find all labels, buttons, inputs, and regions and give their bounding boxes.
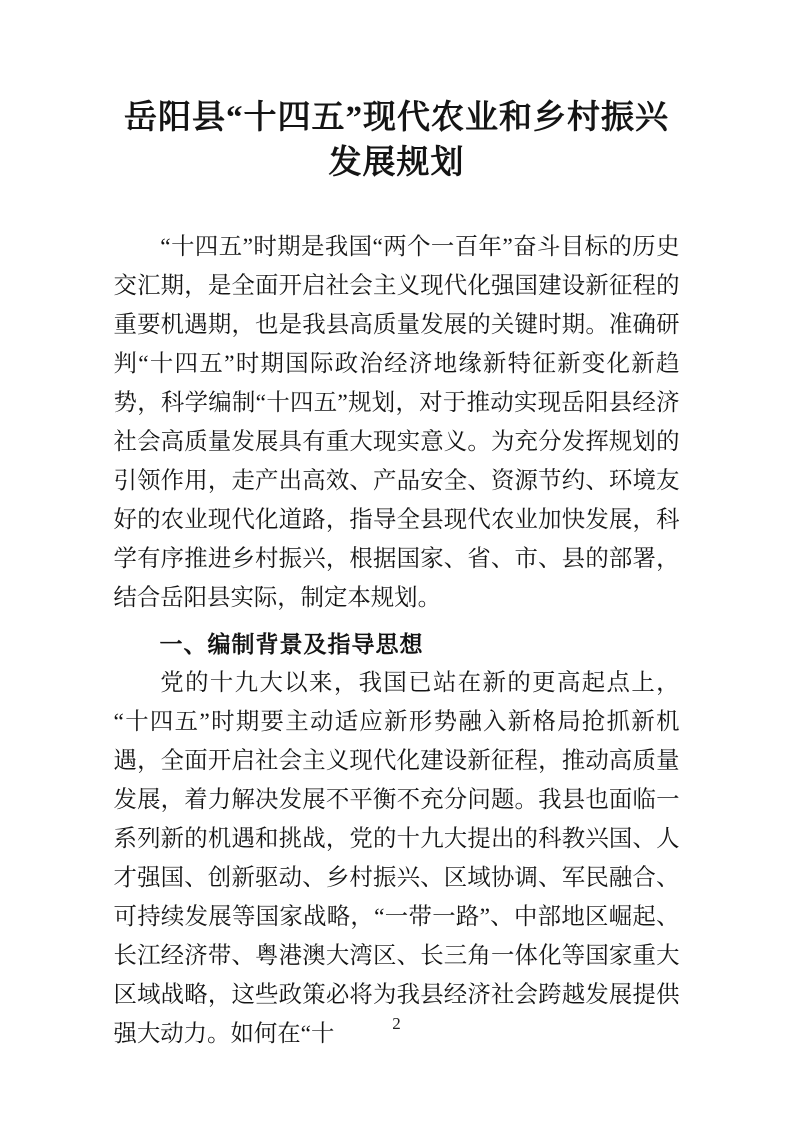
document-body: [114, 228, 680, 1054]
section-1-paragraph: 党的十九大以来，我国已站在新的更高起点上，“十四五”时期要主动适应新形势融入新格局抢抓新机遇，全面开启社会主义现代化建设新征程，推动高质量发展，着力解决发展不平衡不充分问题。我县也面临一系列新的机遇和挑战，党的十九大提出的科教兴国、人才强国、创新驱动、乡村振兴、区域协调、军民融合、可持续发展等国家战略，“一带一路”、中部地区崛起、长江经济带、粤港澳大湾区、长三角一体化等国家重大区域战略，这些政策必将为我县经济社会跨越发展提供强大动力。如何在“十: [113, 670, 680, 1047]
document-title: [0, 0, 793, 186]
document-title-line-1: 岳阳县“十四五”现代农业和乡村振兴: [124, 100, 669, 136]
page-number: 2: [392, 1014, 401, 1033]
section-1-heading: 一、编制背景及指导思想: [159, 631, 424, 657]
intro-paragraph: “十四五”时期是我国“两个一百年”奋斗目标的历史交汇期，是全面开启社会主义现代化强国建设新征程的重要机遇期，也是我县高质量发展的关键时期。准确研判“十四五”时期国际政治经济地缘新特征新变化新趋势，科学编制“十四五”规划，对于推动实现岳阳县经济社会高质量发展具有重大现实意义。为充分发挥规划的引领作用，走产出高效、产品安全、资源节约、环境友好的农业现代化道路，指导全县现代农业加快发展，科学有序推进乡村振兴，根据国家、省、市、县的部署，结合岳阳县实际，制定本规划。: [113, 234, 680, 611]
document-title-line-2: 发展规划: [328, 145, 465, 181]
page-footer: [0, 1014, 793, 1034]
